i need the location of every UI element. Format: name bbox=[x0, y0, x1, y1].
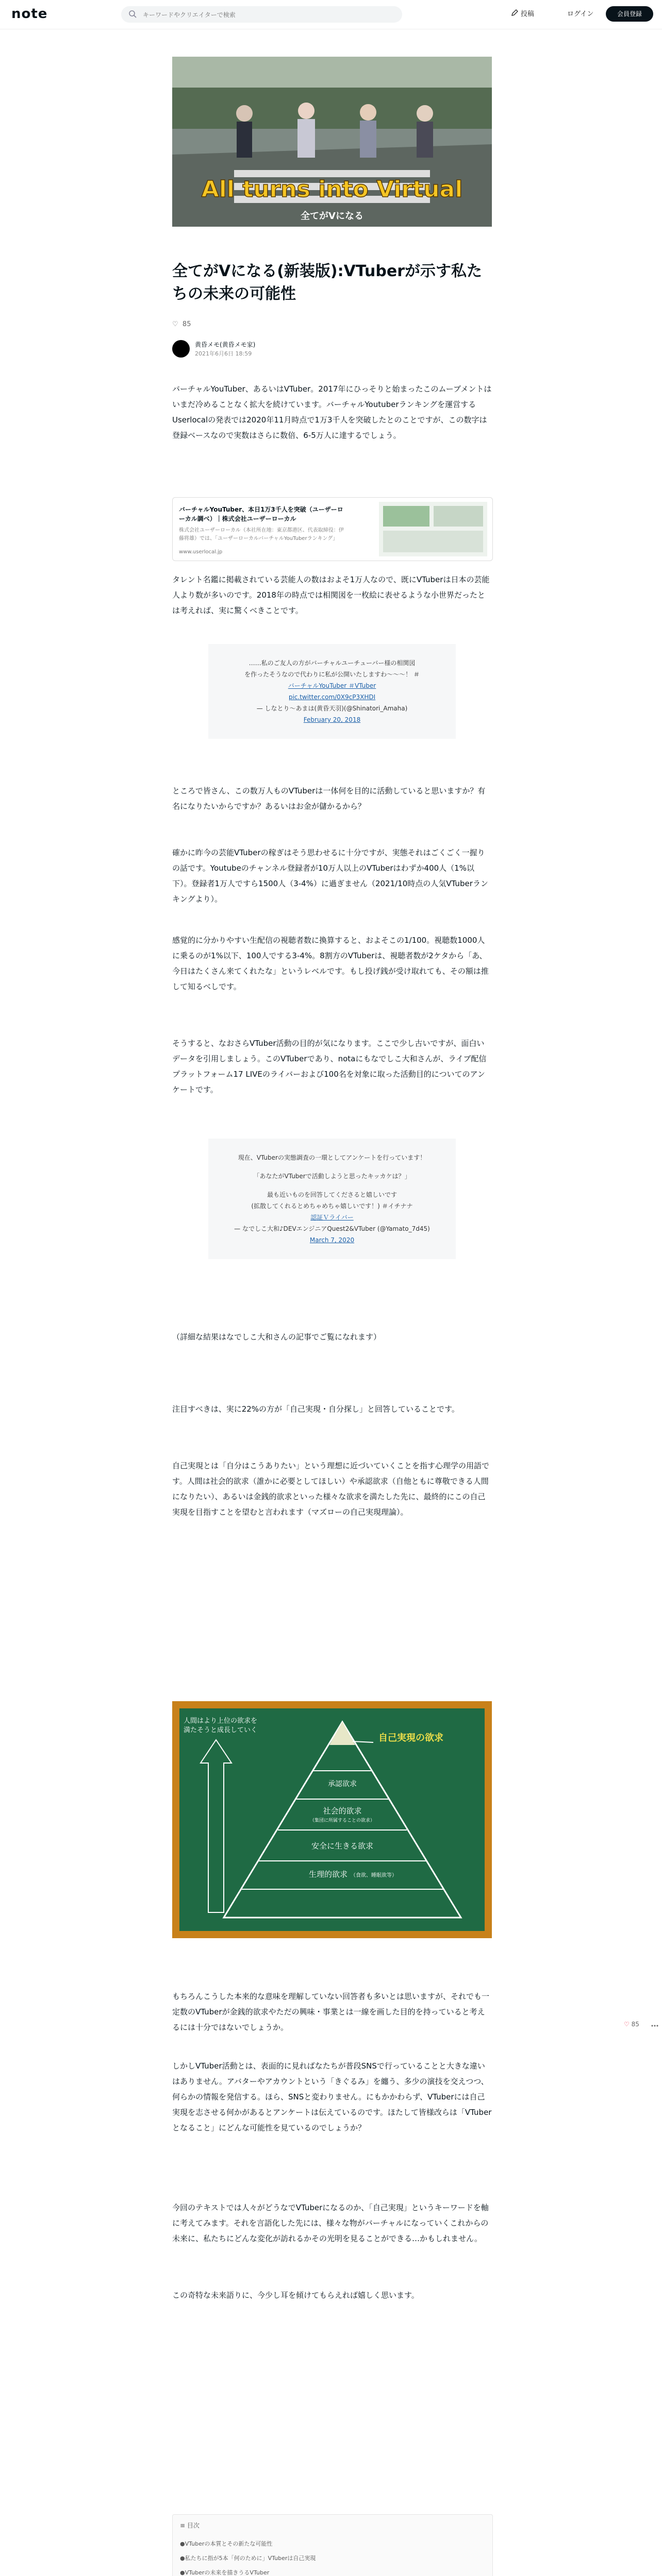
like-count[interactable]: ♡ 85 bbox=[172, 320, 191, 328]
hero-image bbox=[172, 57, 492, 227]
link-card[interactable] bbox=[172, 497, 493, 561]
toc-item[interactable]: ●私たちに指が5本「何のために」VTuberは自己実現 bbox=[180, 2555, 316, 2562]
login-button[interactable]: ログイン bbox=[567, 10, 594, 18]
paragraph: もちろんこうした本来的な意味を理解していない回答者も多いとは思いますが、それでも一定数のVTuberが金銭的欲求やただの興味・事業とは一線を画した目的を持っていると考えるには十分ではないでしょうか。 bbox=[172, 1992, 490, 2032]
signup-button[interactable]: 会員登録 bbox=[606, 6, 653, 22]
paragraph: 今回のテキストでは人々がどうなでVTuberになるのか、「自己実現」というキーワードを軸に考えてみます。それを言語化した先には、様々な物がバーチャルになっていくこれからの未来に、私たちにどんな変化が訪れるかその光明を見ることができる…かもしれません。 bbox=[172, 2203, 489, 2243]
search-bar[interactable] bbox=[121, 6, 402, 23]
embedded-tweet: ……私のご友人の方がバーチャルユーチューバー様の相関図 を作ったそうなので代わりに私が公開いたしますわ〜〜〜！ ＃ バーチャルYouTuber ＃VTuber pic.twitter.com/0X9cP3XHDI — しなとり〜あまは(黄昏天羽)(@Shinatori_Amaha) February 20, 2018 bbox=[208, 644, 456, 739]
pyramid-top-text: 自己実現の欲求 bbox=[378, 1733, 443, 1743]
paragraph: バーチャルYouTuber、あるいはVTuber。2017年にひっそりと始まったこのムーブメントはいまだ冷めることなく拡大を続けています。バーチャルYoutuberランキングを運営するUserlocalの発表では2020年11月時点で1万3千人を突破したとのことですが、この数字は登録ベースなので実数はさらに数倍、6-5万人に達するでしょう。 bbox=[172, 384, 492, 440]
date-link[interactable]: February 20, 2018 bbox=[303, 716, 361, 723]
pyramid-left-text: 人間はより上位の欲求を満たそうと成長していく bbox=[184, 1717, 258, 1734]
paragraph: 感覚的に分かりやすい生配信の視聴者数に換算すると、およそこの1/100。視聴数1000人に乗るのが1%以下、100人でする3-4%。8割方のVTuberは、視聴者数が2ケタから「あ、今日はたくさん来てくれたな」というレベルです。もし投げ銭が受け取れても、その額は推して知るべしです。 bbox=[172, 936, 489, 991]
paragraph: この奇特な未来語りに、今少し耳を傾けてもらえれば嬉しく思います。 bbox=[172, 2291, 419, 2300]
card-url: www.userlocal.jp bbox=[179, 549, 223, 555]
paragraph: 注目すべきは、実に22%の方が「自己実現・自分探し」と回答していることです。 bbox=[172, 1404, 459, 1414]
author-name[interactable]: 黄昏メモ(黄昏メモ家) bbox=[195, 341, 256, 348]
hero-main-text: All turns into Virtual bbox=[201, 176, 463, 202]
toc-item[interactable]: ●VTuberの未来を描きうるVTuber bbox=[180, 2569, 270, 2576]
hashtag-link[interactable]: バーチャルYouTuber ＃VTuber bbox=[288, 682, 376, 689]
maslow-pyramid-image bbox=[172, 1701, 492, 1938]
pic-link[interactable]: pic.twitter.com/0X9cP3XHDI bbox=[288, 693, 376, 701]
heart-icon: ♡ bbox=[624, 2021, 630, 2028]
paragraph: タレント名鑑に掲載されている芸能人の数はおよそ1万人なので、既にVTuberは日本の芸能人より数が多いのです。2018年の時点では相関図を一枚絵に表せるような小世界だったとは考えれば、実に驚くべきことです。 bbox=[172, 575, 490, 615]
paragraph: そうすると、なおさらVTuber活動の目的が気になります。ここで少し古いですが、面白いデータを引用しましょう。このVTuberであり、notaにもなでしこ大和さんが、ライブ配信プラットフォーム17 LIVEのライバーおよび100名を対象に取った活動目的についてのアンケートです。 bbox=[172, 1039, 487, 1094]
search-input[interactable] bbox=[142, 6, 396, 24]
toc-item[interactable]: ●VTuberの本質とその新たな可能性 bbox=[180, 2540, 273, 2547]
post-button[interactable]: 投稿 bbox=[521, 10, 535, 18]
date-link[interactable]: March 7, 2020 bbox=[309, 1236, 355, 1244]
pyramid-level-3: 安全に生きる欲求 bbox=[311, 1841, 373, 1851]
more-icon[interactable] bbox=[651, 2022, 659, 2030]
article-title: 全てがVになる(新装版):VTuberが示す私たちの未来の可能性 bbox=[172, 262, 482, 303]
top-header bbox=[0, 0, 662, 29]
pyramid-level-2-sub: （集団に所属することの欲求） bbox=[309, 1818, 375, 1823]
paragraph: 確かに昨今の芸能VTuberの稼ぎはそう思わせるに十分ですが、実態それはごくごく一握りの話です。Youtubeのチャンネル登録者が10万人以上のVTuberはわずか400人（1%以下）。登録者1万人ですら1500人（3-4%）に過ぎません（2021/10時点の人気VTuberランキングより）。 bbox=[172, 848, 488, 904]
card-desc: 株式会社ユーザーローカル（本社所在地：東京都港区、代表取締役：伊藤将雄）では、「ユーザーローカルバーチャルYouTuberランキング」 bbox=[179, 528, 344, 541]
hero-sub-text: 全てがVになる bbox=[301, 211, 363, 222]
pencil-icon bbox=[510, 9, 519, 17]
table-of-contents bbox=[172, 2514, 493, 2576]
paragraph: 自己実現とは「自分はこうありたい」という理想に近づいていくことを指す心理学の用語です。人間は社会的欲求（誰かに必要としてほしい）や承認欲求（自他ともに尊敬できる人間になりたい）、あるいは金銭的欲求といった様々な欲求を満たした先に、最終的にこの自己実現を目指すことを望むと言われます（マズローの自己実現理論）。 bbox=[172, 1461, 490, 1517]
avatar[interactable] bbox=[172, 340, 190, 358]
paragraph: （詳細な結果はなでしこ大和さんの記事でご覧になれます） bbox=[172, 1332, 382, 1342]
embedded-tweet: 現在、VTuberの実態調査の一環としてアンケートを行っています！ 「あなたがVTuberで活動しようと思ったキッカケは？」 最も近いものを回答してくださると嬉しいです (拡散してくれるとめちゃめちゃ嬉しいです！) ＃イチナナ 認証Ｖライバー — なでしこ大和♪DEVエンジニアQuest2&VTuber (@Yamato_7d45) March 7, 2020 bbox=[208, 1139, 456, 1259]
search-icon bbox=[128, 10, 137, 18]
toc-heading[interactable]: ≡ 目次 bbox=[180, 2522, 200, 2529]
pyramid-level-2: 社会的欲求 bbox=[323, 1806, 362, 1816]
card-title: バーチャルYouTuber、本日1万3千人を突破（ユーザーローカル調べ）｜株式会社ユーザーローカル bbox=[179, 506, 343, 522]
heart-icon: ♡ bbox=[172, 320, 178, 328]
publish-date: 2021年6月6日 18:59 bbox=[195, 350, 252, 357]
hashtag-link[interactable]: 認証Ｖライバー bbox=[310, 1214, 354, 1221]
side-like-button[interactable]: ♡ 85 bbox=[624, 2021, 639, 2028]
paragraph: しかしVTuber活動とは、表面的に見ればなたちが普段SNSで行っていることと大きな違いはありません。アバターやアカウントという「きぐるみ」を纏う、多少の演技を交えつつ、何らかの情報を発信する。ほら、SNSと変わりません。にもかかわらず、VTuberには自己実現を志させる何かがあるとアンケートは伝えているのです。ほたして皆様改らは「VTuberとなること」にどんな可能性を見ているのでしょうか？ bbox=[172, 2061, 492, 2132]
card-thumbnail bbox=[379, 502, 487, 556]
pyramid-level-4: 生理的欲求 bbox=[308, 1870, 347, 1879]
pyramid-level-1: 承認欲求 bbox=[328, 1780, 357, 1788]
paragraph: ところで皆さん、この数万人ものVTuberは一体何を目的に活動していると思いますか？有名になりたいからですか？あるいはお金が儲かるから？ bbox=[172, 786, 486, 811]
pyramid-level-4-sub: （食欲、睡眠欲等） bbox=[351, 1873, 397, 1878]
note-logo[interactable]: note bbox=[11, 6, 48, 22]
